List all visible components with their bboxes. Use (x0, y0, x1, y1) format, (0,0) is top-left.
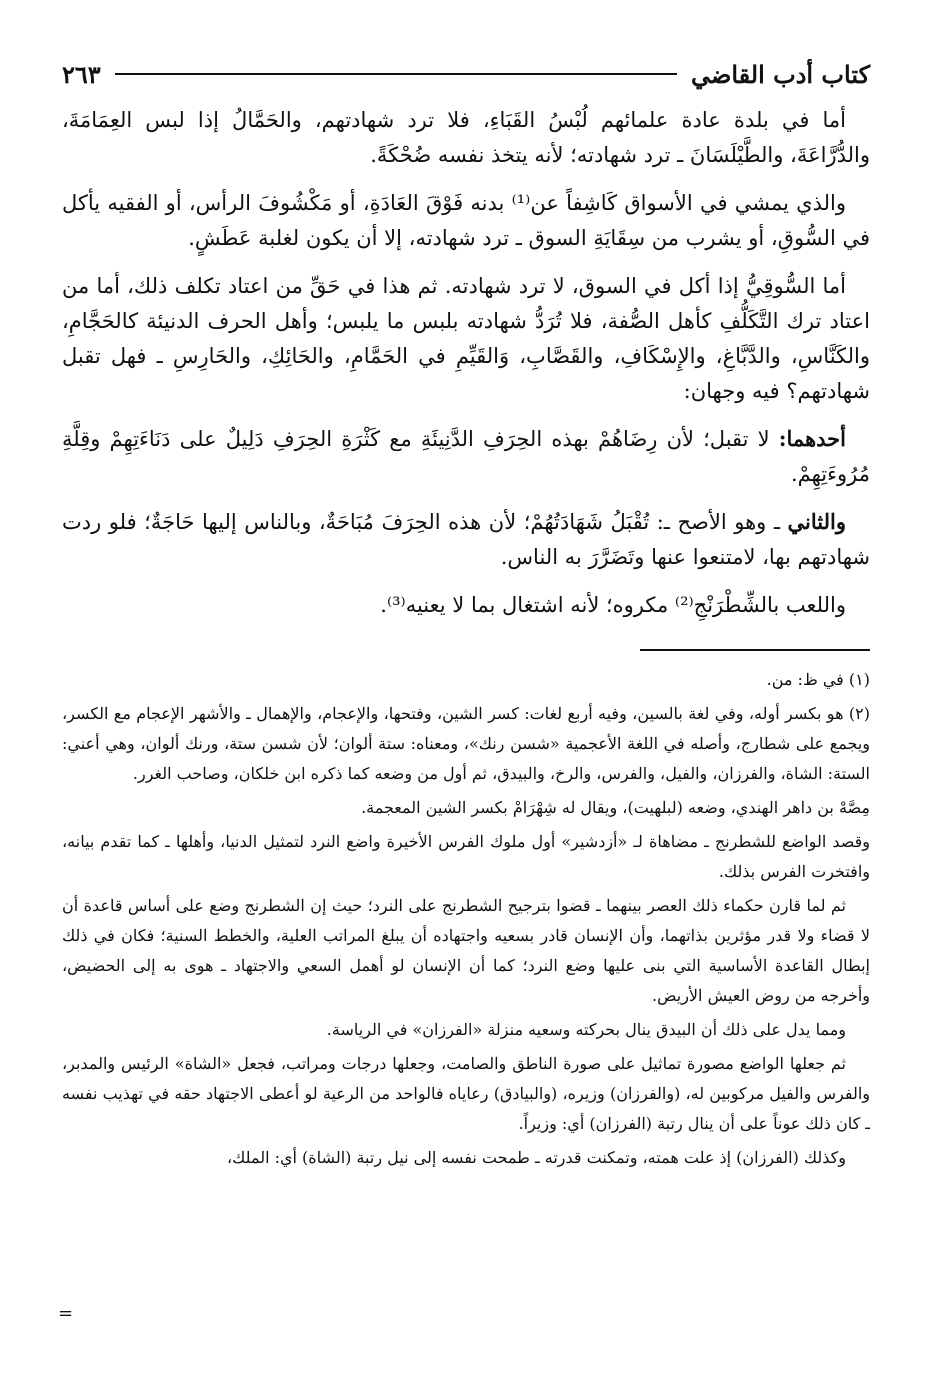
book-title: كتاب أدب القاضي (690, 59, 870, 89)
footnote-continuation: ثم لما قارن حكماء ذلك العصر بينهما ـ قضوا بترجيح الشطرنج على النرد؛ حيث إن الشطرنج وضع على أساس قاعدة أن لا قضاء ولا قدر مؤثرين بذاتهما، وأن الإنسان قادر بسعيه واجتهاده أن يبلغ المراتب العلية، والخطط السنية؛ فكان في ذلك إبطال القاعدة الأساسية التي بنى عليها وضع النرد؛ كما أن الإنسان لو أهمل السعي والاجتهاد ـ هوى به إلى الحضيض، وأخرجه من روض العيش الأريض. (62, 896, 870, 1005)
footnote: (٢) هو بكسر أوله، وفي لغة بالسين، وفيه أربع لغات: كسر الشين، وفتحها، والإعجام، والإهمال ـ والأشهر الإعجام مع الكسر، ويجمع على شطارج، وأصله في اللغة الأعجمية «شسن رنك»، ومعناه: ستة ألوان؛ لأن شسن ستة، ورنك ألوان، وهي أعني: الستة: الشاة، والفرزان، والفيل، والفرس، والرخ، والبيدق، ثم أول من وضعه كما ذكره ابن خلكان، وصاحب الغرر. (62, 704, 870, 783)
header-rule (115, 73, 677, 75)
paragraph: والذي يمشي في الأسواق كَاشِفاً عن⁽¹⁾ بدنه فَوْقَ العَادَةِ، أو مَكْشُوفَ الرأس، أو الفقيه يأكل في السُّوقِ، أو يشرب من سِقَايَةِ السوق ـ ترد شهادته، إلا أن يكون لغلبة عَطَشٍ. (62, 191, 870, 250)
paragraph-lead: والثاني (787, 509, 846, 534)
continuation-mark: = (58, 1303, 74, 1324)
paragraph: واللعب بالشِّطْرَنْجِ⁽²⁾ مكروه؛ لأنه اشتغال بما لا يعنيه⁽³⁾. (380, 593, 846, 617)
footnote-continuation: وكذلك (الفرزان) إذ علت همته، وتمكنت قدرته ـ طمحت نفسه إلى نيل رتبة (الشاة) أي: الملك، (227, 1148, 846, 1167)
paragraph: أحدهما: لا تقبل؛ لأن رِضَاهُمْ بهذه الحِرَفِ الدَّنِيئَةِ مع كَثْرَةِ الحِرَفِ دَلِيلٌ على دَنَاءَتِهِمْ وقِلَّةِ مُرُوءَتِهِمْ. (62, 426, 870, 486)
footnotes (62, 665, 870, 1173)
book-page (58, 52, 870, 1352)
paragraph: أما السُّوقِيُّ إذا أكل في السوق، لا ترد شهادته. ثم هذا في حَقِّ من اعتاد تكلف ذلك، أما من اعتاد ترك التَّكَلُّفِ كأهل الصُّفة، فلا تُرَدُّ شهادته بلبس ما يلبس؛ وأهل الحرف الدنيئة كالحَجَّامِ، والكَنَّاسِ، والدَّبَّاغِ، والإِسْكَافِ، والقَصَّابِ، وَالقَيِّمِ في الحَمَّامِ، والحَائِكِ، والحَارِسِ ـ فهل تقبل شهادتهم؟ فيه وجهان: (62, 274, 870, 403)
footnote-continuation: وقصد الواضع للشطرنج ـ مضاهاة لـ «أزدشير» أول ملوك الفرس الأخيرة واضع النرد لتمثيل الدنيا، وأهلها ـ كما تقدم بيانه، وافتخرت الفرس بذلك. (62, 832, 870, 881)
footnote-separator (640, 649, 870, 651)
paragraph: والثاني ـ وهو الأصح ـ: تُقْبَلُ شَهَادَتُهُمْ؛ لأن هذه الحِرَفَ مُبَاحَةٌ، وبالناس إليها حَاجَةٌ؛ فلو ردت شهادتهم بها، لامتنعوا عنها وتَضَرَّرَ به الناس. (62, 509, 870, 569)
page-number: ٢٦٣ (62, 59, 101, 89)
footnote-number: (٢) (848, 704, 870, 723)
page-header (62, 52, 870, 96)
footnote-number: (١) (848, 670, 870, 689)
paragraph: أما في بلدة عادة علمائهم لُبْسُ القَبَاءِ، فلا ترد شهادتهم، والحَمَّالُ إذا لبس العِمَامَةَ، والدُّرَّاعَةَ، والطَّيْلَسَانَ ـ ترد شهادته؛ لأنه يتخذ نفسه ضُحْكَةً. (62, 108, 870, 167)
main-text (62, 102, 870, 623)
paragraph-lead: أحدهما: (778, 426, 846, 451)
footnote-continuation: ثم جعلها الواضع مصورة تماثيل على صورة الناطق والصامت، وجعلها درجات ومراتب، فجعل «الشاة» الرئيس والمدبر، والفرس والفيل مركوبين له، (والفرزان) وزيره، (والبيادق) رعاياه فالواحد من الرعية لو أعطى الاجتهاد حقه في تهذيب نفسه ـ كان ذلك عوناً على أن ينال رتبة (الفرزان) أي: وزيراً. (62, 1054, 870, 1133)
footnote-continuation: ومما يدل على ذلك أن البيدق ينال بحركته وسعيه منزلة «الفرزان» في الرياسة. (326, 1020, 846, 1039)
footnote-continuation: مِصَّهْ بن داهر الهندي، وضعه (لبلهيت)، ويقال له شِهْرَامْ بكسر الشين المعجمة. (361, 798, 870, 817)
footnote: (١) في ظ: من. (766, 670, 870, 689)
